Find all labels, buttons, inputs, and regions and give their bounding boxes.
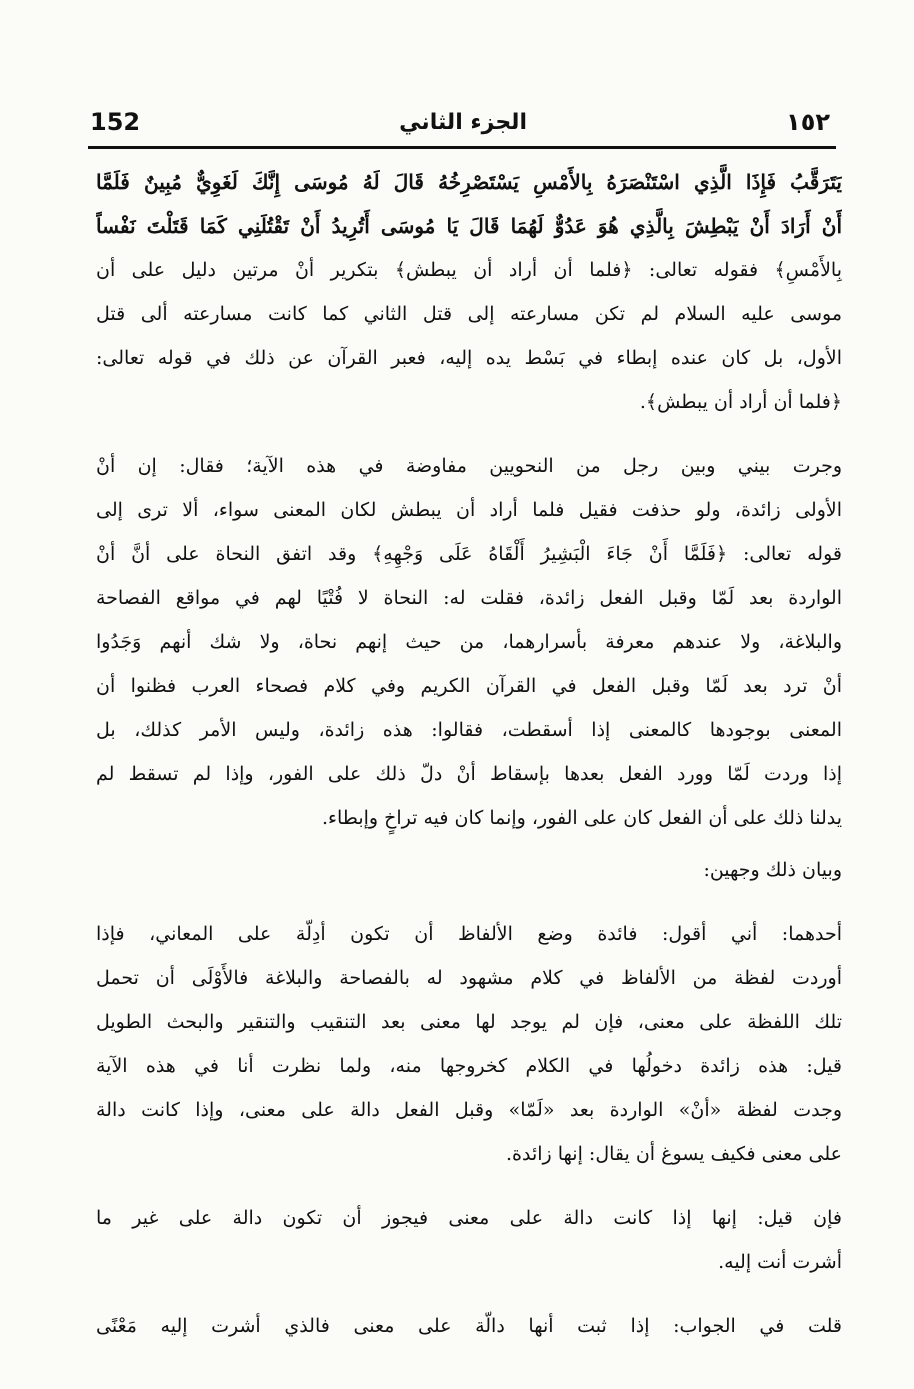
text-line: أحدهما: أني أقول: فائدة وضع الألفاظ أن تكون أدِلّة على المعاني، فإذا — [96, 923, 842, 945]
text-line: الأول، بل كان عنده إبطاء في بَسْط يده إليه، فعبر القرآن عن ذلك في قوله تعالى: — [96, 347, 842, 369]
text-line: تلك اللفظة على معنى، فإن لم يوجد لها معنى بعد التنقيب والتنقير والبحث الطويل — [96, 1011, 842, 1033]
text-line: على معنى فكيف يسوغ أن يقال: إنها زائدة. — [506, 1143, 842, 1165]
text-line: ﴿فلما أن أراد أن يبطش﴾. — [639, 391, 842, 413]
text-line: أنْ ترد بعد لَمّا وقبل الفعل في القرآن الكريم وفي كلام فصحاء العرب فظنوا أن — [96, 675, 842, 697]
text-line: أَنْ أَرَادَ أَنْ يَبْطِشَ بِالَّذِي هُوَ عَدُوٌّ لَهُمَا قَالَ يَا مُوسَى أَتُرِيدُ أَنْ تَقْتُلَنِي كَمَا قَتَلْتَ نَفْساً — [96, 214, 842, 238]
page-number-arabic: ١٥٢ — [786, 108, 830, 136]
header-rule — [88, 146, 836, 149]
paragraph-explanation-intro — [96, 848, 842, 892]
text-line: قوله تعالى: ﴿فَلَمَّا أَنْ جَاءَ الْبَشِيرُ أَلْقَاهُ عَلَى وَجْهِهِ﴾ وقد اتفق النحاة على أنَّ أنْ — [96, 543, 842, 565]
text-line: قلت في الجواب: إذا ثبت أنها دالّة على معنى فالذي أشرت إليه مَعْنًى — [96, 1315, 842, 1337]
text-line: إذا وردت لَمّا وورد الفعل بعدها بإسقاط أنْ دلّ ذلك على الفور، وإذا لم تسقط لم — [96, 763, 842, 785]
page-title: الجزء الثاني — [399, 109, 527, 135]
paragraph-first-reason — [96, 912, 842, 1176]
page-body — [96, 160, 842, 1348]
text-line: يدلنا ذلك على أن الفعل كان على الفور، وإنما كان فيه تراخٍ وإبطاء. — [321, 807, 842, 829]
text-line: والبلاغة، ولا عندهم معرفة بأسرارهما، من حيث إنهم نحاة، ولا شك أنهم وَجَدُوا — [96, 631, 842, 653]
paragraph-discussion — [96, 444, 842, 840]
page-number-latin: 152 — [90, 108, 141, 136]
text-line: موسى عليه السلام لم تكن مسارعته إلى قتل الثاني كما كانت مسارعته ألى قتل — [96, 303, 842, 325]
text-line: قيل: هذه زائدة دخولُها في الكلام كخروجها منه، ولما نظرت أنا في هذه الآية — [96, 1055, 842, 1077]
paragraph-answer — [96, 1304, 842, 1348]
paragraph-objection — [96, 1196, 842, 1284]
text-line: الأولى زائدة، ولو حذفت فقيل فلما أراد أن يبطش لكان المعنى سواء، ألا ترى إلى — [96, 499, 842, 521]
text-line: المعنى بوجودها كالمعنى إذا أسقطت، فقالوا: هذه زائدة، وليس الأمر كذلك، بل — [96, 719, 842, 741]
paragraph-verse — [96, 160, 842, 424]
text-line: أشرت أنت إليه. — [718, 1251, 842, 1273]
text-line: وجرت بيني وبين رجل من النحويين مفاوضة في هذه الآية؛ فقال: إن أنْ — [96, 455, 842, 477]
text-line: وجدت لفظة «أنْ» الواردة بعد «لَمّا» وقبل الفعل دالة على معنى، وإذا كانت دالة — [96, 1099, 842, 1121]
text-line: الواردة بعد لَمّا وقبل الفعل زائدة، فقلت له: النحاة لا فُتْيًا لهم في مواقع الفصاحة — [96, 587, 842, 609]
text-line: فإن قيل: إنها إذا كانت دالة على معنى فيجوز أن تكون دالة على غير ما — [96, 1207, 842, 1229]
text-line: يَتَرَقَّبُ فَإِذَا الَّذِي اسْتَنْصَرَهُ بِالأَمْسِ يَسْتَصْرِخُهُ قَالَ لَهُ مُوسَى إِنَّكَ لَغَوِيٌّ مُبِينٌ فَلَمَّا — [96, 170, 842, 194]
text-line: أوردت لفظة من الألفاظ في كلام مشهود له بالفصاحة والبلاغة فالأَوْلَى أن تحمل — [96, 967, 842, 989]
page-header — [90, 100, 830, 144]
text-line: بِالأَمْسِ﴾ فقوله تعالى: ﴿فلما أن أراد أن يبطش﴾ بتكرير أنْ مرتين دليل على أن — [96, 259, 842, 281]
text-line: وبيان ذلك وجهين: — [703, 859, 842, 881]
